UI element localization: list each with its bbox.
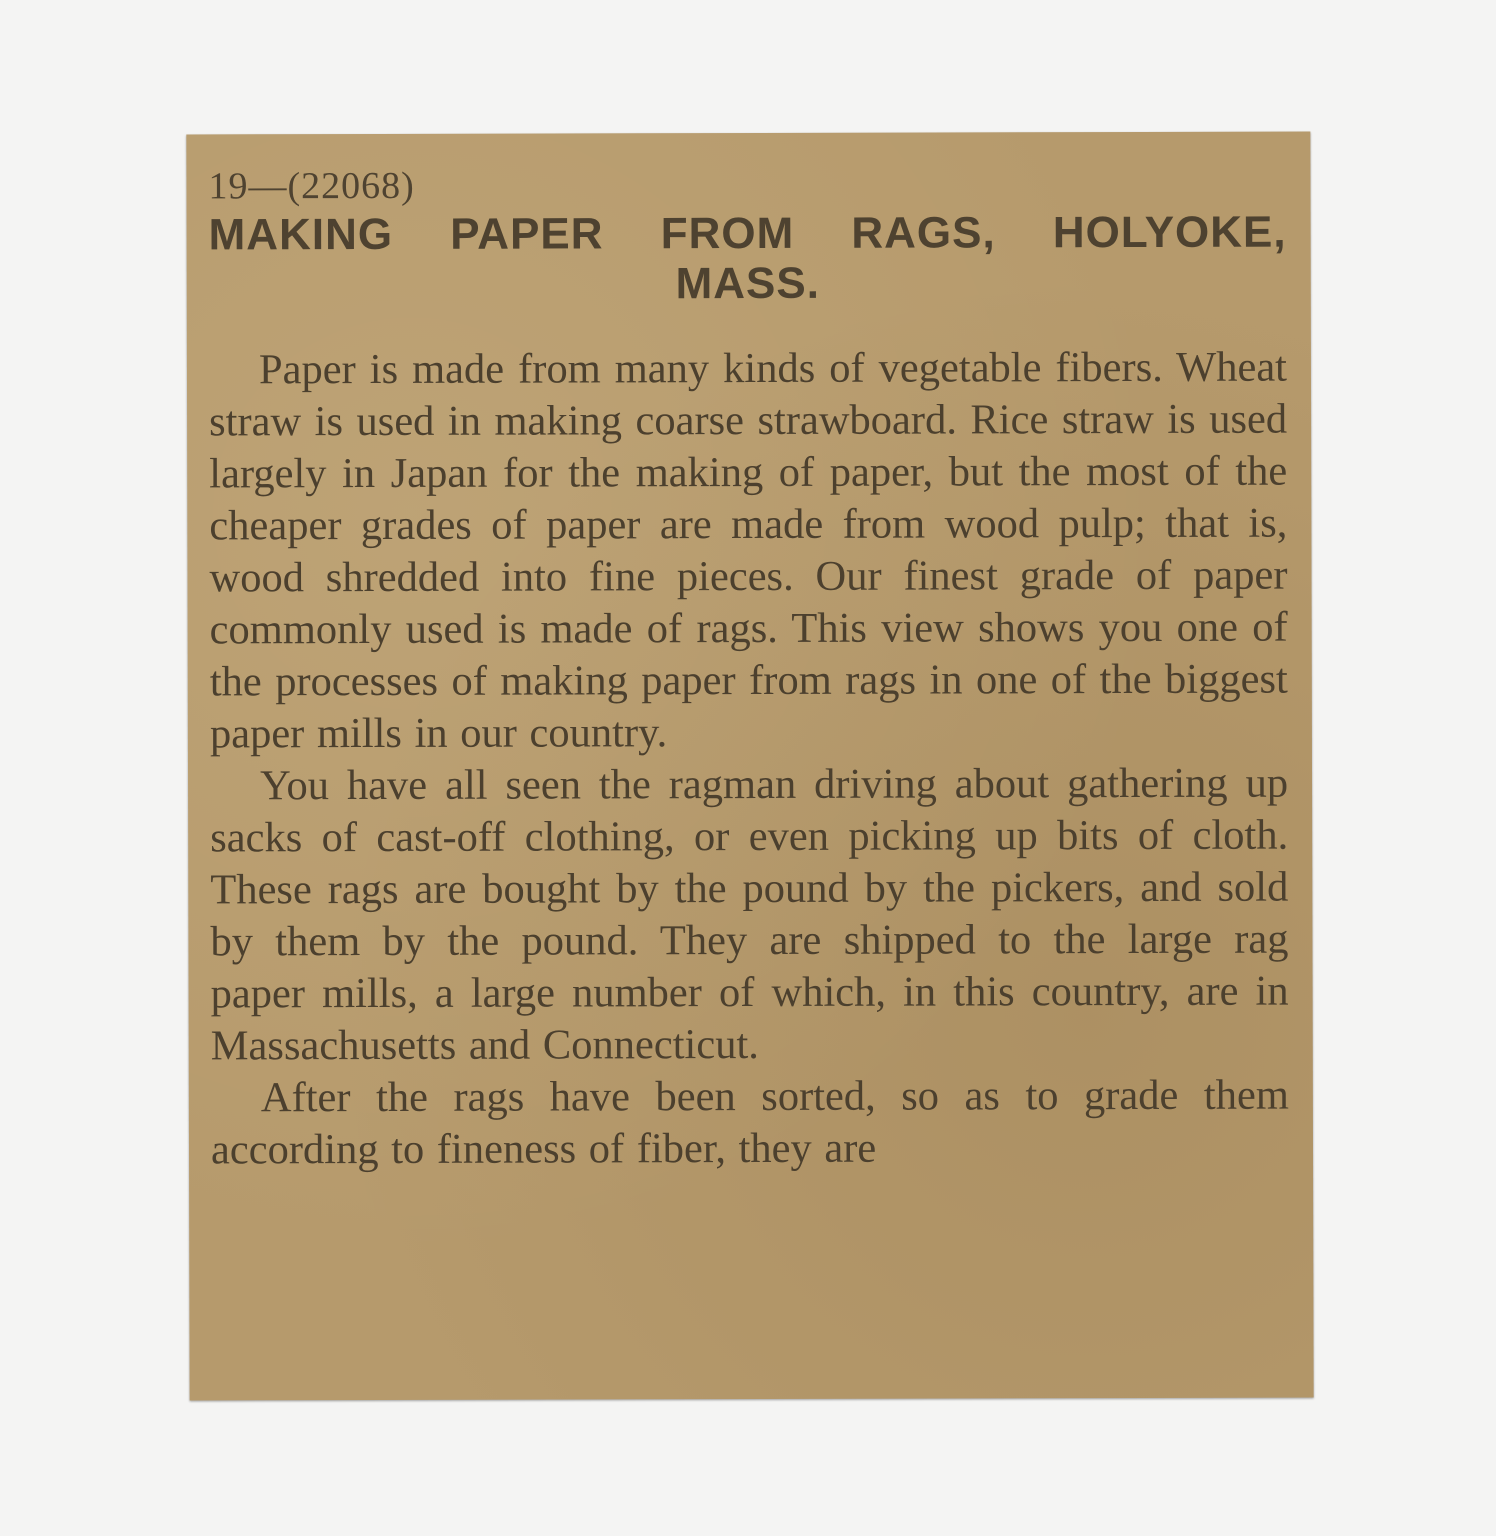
stereoview-card-back (186, 132, 1313, 1401)
paragraph-3: After the rags have been sorted, so as to grade them according to fineness of fiber, they are (210, 1071, 1289, 1174)
paragraph-1: Paper is made from many kinds of vegetable fibers. Wheat straw is used in making coarse strawboard. Rice straw is used largely in Japan for the making of paper, but the most of the cheaper grades of paper are made from wood pulp; that is, wood shredded into fine pieces. Our finest grade of paper commonly used is made of rags. This view shows you one of the processes of making paper from rags in one of the biggest paper mills in our country. (209, 343, 1288, 758)
card-number: 19—(22068) (208, 164, 415, 208)
card-title: MAKING PAPER FROM RAGS, HOLYOKE, MASS. (208, 207, 1287, 309)
paragraph-2: You have all seen the ragman driving about gathering up sacks of cast-off clothing, or even picking up bits of cloth. These rags are bought by the pound by the pickers, and sold by them by the pound. They are shipped to the large rag paper mills, a large number of which, in this country, are in Massachusetts and Connecticut. (210, 759, 1289, 1070)
